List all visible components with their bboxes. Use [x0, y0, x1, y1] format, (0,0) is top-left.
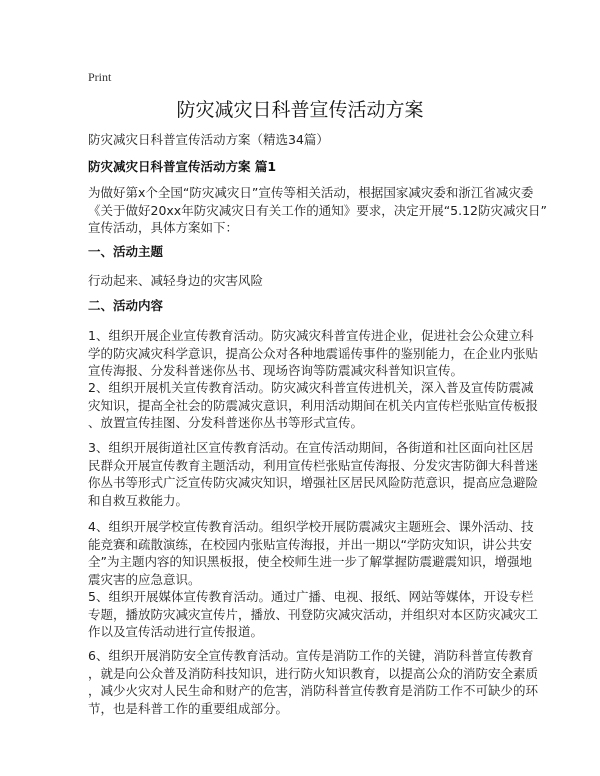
heading-content: 二、活动内容 — [88, 298, 164, 313]
text-line: 6、组织开展消防安全宣传教育活动。宣传是消防工作的关键，消防科普宣传教育 — [88, 648, 534, 663]
text-line: ，减少火灾对人民生命和财产的危害，消防科普宣传教育是消防工作不可缺少的环 — [88, 683, 539, 699]
content-item-1 — [88, 327, 539, 380]
text-line: 民群众开展宣传教育主题活动，利用宣传栏张贴宣传海报、分发灾害防御大科普迷 — [88, 457, 539, 473]
print-link[interactable]: Print — [88, 70, 112, 84]
content-item-5 — [88, 588, 539, 641]
text-line: 5、组织开展媒体宣传教育活动。通过广播、电视、报纸、网站等媒体，开设专栏 — [88, 589, 534, 604]
text-line: 能竞赛和疏散演练，在校园内张贴宣传海报，并出一期以“学防灾知识，讲公共安 — [88, 536, 532, 552]
text-line: 3、组织开展街道社区宣传教育活动。在宣传活动期间，各街道和社区面向社区居 — [88, 440, 534, 455]
text-line: 震灾害的应急意识。 — [88, 571, 201, 587]
text-line: 你丛书等形式广泛宣传防灾减灾知识，增强社区居民风险防范意识，提高应急避险 — [88, 475, 539, 491]
text-line: 1、组织开展企业宣传教育活动。防灾减灾科普宣传进企业，促进社会公众建立科 — [88, 328, 534, 343]
content-item-2 — [88, 379, 539, 432]
text-line: 2、组织开展机关宣传教育活动。防灾减灾科普宣传进机关，深入普及宣传防震减 — [88, 380, 534, 395]
text-line: 为做好第x个全国“防灾减灾日”宣传等相关活动，根据国家减灾委和浙江省减灾委 — [88, 185, 534, 200]
text-line: 作以及宣传活动进行宣传报道。 — [88, 624, 264, 640]
text-line: 、放置宣传挂图、分发科普迷你丛书等形式宣传。 — [88, 415, 364, 431]
page-title: 防灾减灾日科普宣传活动方案 — [176, 99, 424, 121]
text-line: ，就是向公众普及消防科技知识，进行防火知识教育，以提高公众的消防安全素质 — [88, 665, 539, 681]
text-line: 宣传海报、分发科普迷你丛书、现场咨询等防震减灾科普知识宣传。 — [88, 363, 464, 379]
content-item-3 — [88, 439, 539, 509]
theme-text: 行动起来、减轻身边的灾害风险 — [88, 273, 264, 288]
text-line: 节，也是科普工作的重要组成部分。 — [88, 700, 289, 716]
text-line: 全”为主题内容的知识黑板报，使全校师生进一步了解掌握防震避震知识，增强地 — [88, 554, 532, 570]
text-line: 专题，播放防灾减灾宣传片，播放、刊登防灾减灾活动，并组织对本区防灾减灾工 — [88, 606, 539, 622]
heading-theme: 一、活动主题 — [88, 244, 164, 259]
section-heading: 防灾减灾日科普宣传活动方案 篇1 — [88, 159, 277, 174]
text-line: 学的防灾减灾科学意识，提高公众对各种地震谣传事件的鉴别能力，在企业内张贴 — [88, 345, 539, 361]
subtitle: 防灾减灾日科普宣传活动方案（精选34篇） — [88, 132, 329, 147]
content-item-6 — [88, 647, 539, 717]
text-line: 4、组织开展学校宣传教育活动。组织学校开展防震减灾主题班会、课外活动、技 — [88, 519, 534, 534]
text-line: 和自救互救能力。 — [88, 492, 189, 508]
text-line: 灾知识，提高全社会的防震减灾意识，利用活动期间在机关内宣传栏张贴宣传板报 — [88, 397, 539, 413]
text-line: 宣传活动，具体方案如下： — [88, 220, 239, 236]
content-item-4 — [88, 518, 534, 588]
text-line: 《关于做好20xx年防灾减灾日有关工作的通知》要求，决定开展“5.12防灾减灾日” — [88, 202, 547, 218]
intro-paragraph — [88, 184, 547, 237]
